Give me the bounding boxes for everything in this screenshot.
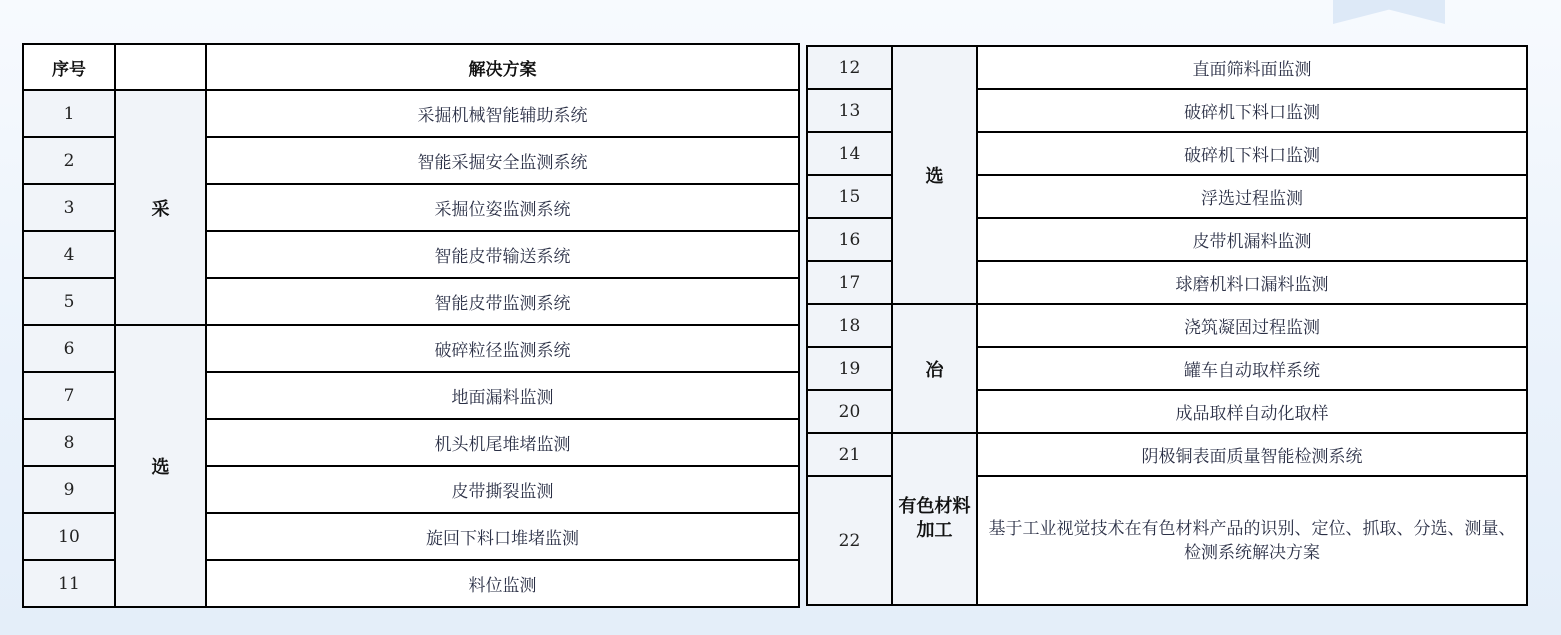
solution-cell: 基于工业视觉技术在有色材料产品的识别、定位、抓取、分选、测量、检测系统解决方案 (977, 476, 1527, 605)
row-number: 18 (807, 304, 892, 347)
solution-cell: 阴极铜表面质量智能检测系统 (977, 433, 1527, 476)
solution-cell: 皮带机漏料监测 (977, 218, 1527, 261)
solutions-table-right (806, 45, 1528, 606)
solution-cell: 浮选过程监测 (977, 175, 1527, 218)
table-row (23, 325, 799, 372)
solutions-table-left (22, 43, 800, 608)
solution-cell: 直面筛料面监测 (977, 46, 1527, 89)
solution-cell: 浇筑凝固过程监测 (977, 304, 1527, 347)
category-cell: 采 (115, 90, 206, 325)
row-number: 22 (807, 476, 892, 605)
solution-cell: 机头机尾堆堵监测 (206, 419, 799, 466)
category-cell: 冶 (892, 304, 977, 433)
row-number: 5 (23, 278, 115, 325)
solution-cell: 智能采掘安全监测系统 (206, 137, 799, 184)
solution-cell: 采掘机械智能辅助系统 (206, 90, 799, 137)
row-number: 14 (807, 132, 892, 175)
row-number: 12 (807, 46, 892, 89)
row-number: 3 (23, 184, 115, 231)
table-row (23, 90, 799, 137)
row-number: 10 (23, 513, 115, 560)
row-number: 15 (807, 175, 892, 218)
solution-cell: 破碎机下料口监测 (977, 132, 1527, 175)
solution-cell: 旋回下料口堆堵监测 (206, 513, 799, 560)
row-number: 4 (23, 231, 115, 278)
solution-cell: 罐车自动取样系统 (977, 347, 1527, 390)
corner-decoration (1333, 0, 1445, 24)
table-row (807, 304, 1527, 347)
row-number: 1 (23, 90, 115, 137)
row-number: 19 (807, 347, 892, 390)
category-cell: 选 (115, 325, 206, 607)
category-cell: 有色材料加工 (892, 433, 977, 605)
solution-cell: 成品取样自动化取样 (977, 390, 1527, 433)
solution-cell: 破碎机下料口监测 (977, 89, 1527, 132)
solution-cell: 破碎粒径监测系统 (206, 325, 799, 372)
category-cell: 选 (892, 46, 977, 304)
row-number: 11 (23, 560, 115, 607)
row-number: 16 (807, 218, 892, 261)
row-number: 8 (23, 419, 115, 466)
row-number: 13 (807, 89, 892, 132)
solution-cell: 采掘位姿监测系统 (206, 184, 799, 231)
row-number: 6 (23, 325, 115, 372)
solution-cell: 球磨机料口漏料监测 (977, 261, 1527, 304)
solution-cell: 地面漏料监测 (206, 372, 799, 419)
solution-cell: 智能皮带监测系统 (206, 278, 799, 325)
row-number: 21 (807, 433, 892, 476)
header-category (115, 44, 206, 90)
solution-cell: 智能皮带输送系统 (206, 231, 799, 278)
row-number: 20 (807, 390, 892, 433)
row-number: 2 (23, 137, 115, 184)
table-row (807, 433, 1527, 476)
row-number: 9 (23, 466, 115, 513)
table-row (807, 46, 1527, 89)
solution-cell: 料位监测 (206, 560, 799, 607)
row-number: 17 (807, 261, 892, 304)
header-solution: 解决方案 (206, 44, 799, 90)
table-header-row (23, 44, 799, 90)
row-number: 7 (23, 372, 115, 419)
solution-cell: 皮带撕裂监测 (206, 466, 799, 513)
header-index: 序号 (23, 44, 115, 90)
